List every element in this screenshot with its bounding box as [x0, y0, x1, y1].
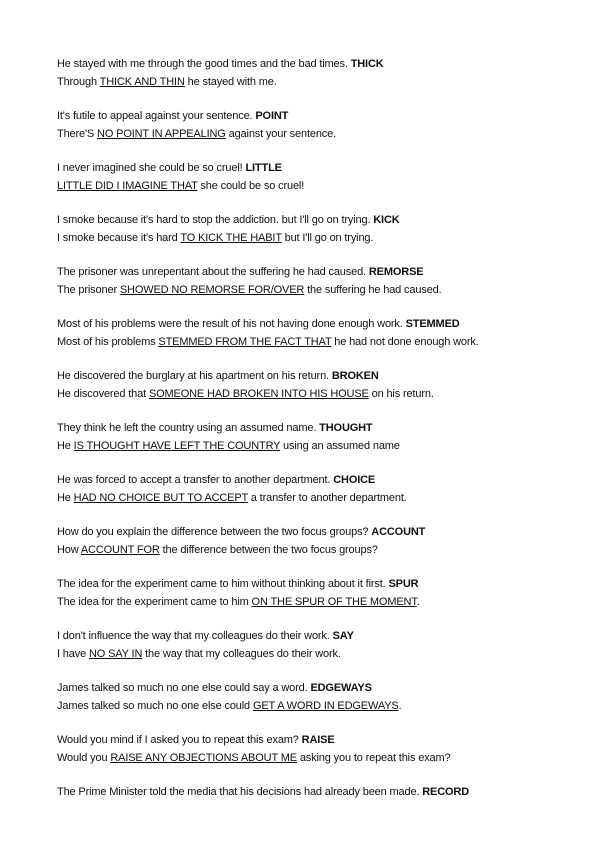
exercise-item: [57, 160, 587, 212]
answer: IS THOUGHT HAVE LEFT THE COUNTRY: [73, 439, 281, 452]
original-sentence: I never imagined she could be so cruel! LITTLE: [57, 162, 282, 174]
rewritten-sentence: Most of his problems STEMMED FROM THE FACT THAT he had not done enough work.: [57, 335, 479, 348]
original-sentence: The prisoner was unrepentant about the suffering he had caused. REMORSE: [57, 266, 424, 278]
original-sentence: I don't influence the way that my colleagues do their work. SAY: [57, 630, 354, 642]
rewritten-sentence: LITTLE DID I IMAGINE THAT she could be so cruel!: [57, 179, 305, 192]
rewritten-sentence: He discovered that SOMEONE HAD BROKEN INTO HIS HOUSE on his return.: [57, 387, 434, 400]
answer: NO POINT IN APPEALING: [97, 127, 226, 140]
exercise-item: [57, 472, 587, 524]
original-sentence: Most of his problems were the result of his not having done enough work. STEMMED: [57, 318, 460, 330]
rewritten-sentence: Would you RAISE ANY OBJECTIONS ABOUT ME asking you to repeat this exam?: [57, 751, 451, 764]
keyword: RAISE: [301, 734, 335, 746]
original-sentence: He stayed with me through the good times and the bad times. THICK: [57, 58, 384, 70]
exercise-item: [57, 56, 587, 108]
exercise-item: [57, 628, 587, 680]
original-sentence: The idea for the experiment came to him without thinking about it first. SPUR: [57, 578, 419, 590]
exercise-item: [57, 680, 587, 732]
answer: NO SAY IN: [88, 647, 143, 660]
answer: GET A WORD IN EDGEWAYS: [252, 699, 399, 712]
rewritten-sentence: The idea for the experiment came to him ON THE SPUR OF THE MOMENT.: [57, 595, 420, 608]
exercise-item: [57, 212, 587, 264]
rewritten-sentence: There'S NO POINT IN APPEALING against your sentence.: [57, 127, 337, 140]
original-sentence: They think he left the country using an assumed name. THOUGHT: [57, 422, 373, 434]
rewritten-sentence: The prisoner SHOWED NO REMORSE FOR/OVER the suffering he had caused.: [57, 283, 442, 296]
original-sentence: I smoke because it's hard to stop the addiction. but I'll go on trying. KICK: [57, 214, 400, 226]
original-sentence: He discovered the burglary at his apartment on his return. BROKEN: [57, 370, 379, 382]
exercise-item: [57, 316, 587, 368]
answer: HAD NO CHOICE BUT TO ACCEPT: [73, 491, 248, 504]
original-sentence: The Prime Minister told the media that his decisions had already been made. RECORD: [57, 786, 470, 798]
keyword: ACCOUNT: [371, 526, 426, 538]
original-sentence: How do you explain the difference between the two focus groups? ACCOUNT: [57, 526, 426, 538]
original-sentence: It's futile to appeal against your sentence. POINT: [57, 110, 289, 122]
keyword: SAY: [332, 630, 354, 642]
rewritten-sentence: He HAD NO CHOICE BUT TO ACCEPT a transfer to another department.: [57, 491, 407, 504]
answer: SOMEONE HAD BROKEN INTO HIS HOUSE: [148, 387, 369, 400]
answer: ON THE SPUR OF THE MOMENT: [251, 595, 417, 608]
exercise-page: [57, 56, 587, 802]
keyword: REMORSE: [368, 266, 424, 278]
keyword: CHOICE: [333, 474, 376, 486]
answer: THICK AND THIN: [99, 75, 185, 88]
answer: STEMMED FROM THE FACT THAT: [158, 335, 332, 348]
answer: TO KICK THE HABIT: [180, 231, 282, 244]
keyword: BROKEN: [331, 370, 379, 382]
answer: RAISE ANY OBJECTIONS ABOUT ME: [110, 751, 297, 764]
exercise-item: [57, 524, 587, 576]
rewritten-sentence: How ACCOUNT FOR the difference between the two focus groups?: [57, 543, 378, 556]
keyword: SPUR: [388, 578, 419, 590]
exercise-item: [57, 420, 587, 472]
keyword: POINT: [255, 110, 289, 122]
keyword: STEMMED: [405, 318, 460, 330]
exercise-item: [57, 264, 587, 316]
keyword: THICK: [350, 58, 384, 70]
answer: SHOWED NO REMORSE FOR/OVER: [119, 283, 305, 296]
rewritten-sentence: Through THICK AND THIN he stayed with me.: [57, 75, 277, 88]
exercise-item: [57, 784, 587, 802]
answer: LITTLE DID I IMAGINE THAT: [57, 179, 198, 192]
rewritten-sentence: I have NO SAY IN the way that my colleagues do their work.: [57, 647, 341, 660]
keyword: EDGEWAYS: [310, 682, 372, 694]
exercise-item: [57, 368, 587, 420]
rewritten-sentence: James talked so much no one else could GET A WORD IN EDGEWAYS.: [57, 699, 402, 712]
exercise-item: [57, 108, 587, 160]
exercise-item: [57, 732, 587, 784]
keyword: RECORD: [422, 786, 470, 798]
answer: ACCOUNT FOR: [80, 543, 160, 556]
original-sentence: He was forced to accept a transfer to another department. CHOICE: [57, 474, 376, 486]
rewritten-sentence: He IS THOUGHT HAVE LEFT THE COUNTRY using an assumed name: [57, 439, 400, 452]
exercise-item: [57, 576, 587, 628]
keyword: THOUGHT: [319, 422, 373, 434]
original-sentence: Would you mind if I asked you to repeat this exam? RAISE: [57, 734, 335, 746]
keyword: KICK: [373, 214, 400, 226]
keyword: LITTLE: [245, 162, 282, 174]
rewritten-sentence: I smoke because it's hard TO KICK THE HABIT but I'll go on trying.: [57, 231, 374, 244]
original-sentence: James talked so much no one else could say a word. EDGEWAYS: [57, 682, 372, 694]
